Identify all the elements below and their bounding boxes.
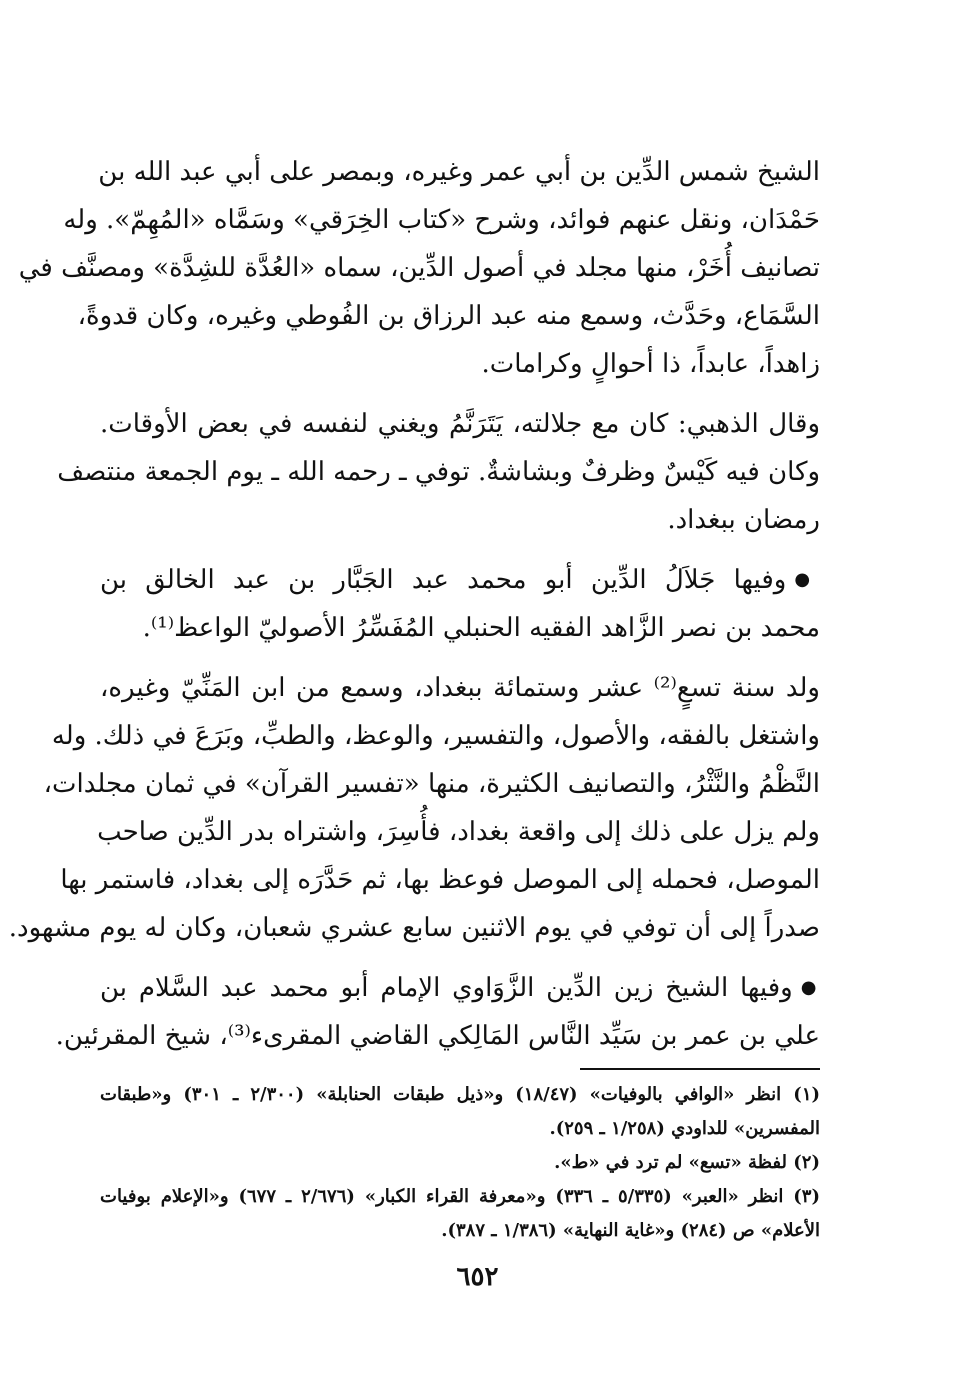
text-line: وفيها الشيخ زين الدِّين الزَّوَاوي الإمام أبو محمد عبد السَّلام بن: [100, 973, 793, 1003]
text-line-with-bullet: [100, 964, 820, 1012]
footnotes: [100, 1068, 820, 1248]
footnote-divider: [580, 1068, 820, 1070]
text-line: وكان فيه كَيْسٌ وظرفٌ وبشاشةٌ. توفي ـ رحمه الله ـ يوم الجمعة منتصف: [57, 457, 820, 487]
text-line: وفيها جَلاَلُ الدِّين أبو محمد عبد الجَبَّار بن عبد الخالق بن: [100, 565, 787, 595]
text-line: علي بن عمر بن سَيِّد النَّاس المَالِكي القاضي المقرىء⁽³⁾، شيخ المقرئين.: [55, 1021, 820, 1051]
text-line: الموصل، فحمله إلى الموصل فوعظ بها، ثم حَدَّرَه إلى بغداد، فاستمر بها: [60, 865, 820, 895]
paragraph-2: [57, 400, 820, 544]
footnote-line: (٢) لفظة «تسع» لم ترد في «ط».: [554, 1152, 820, 1173]
footnote-2: [100, 1146, 820, 1180]
paragraph-4: [8, 664, 820, 952]
bullet-icon: ●: [800, 977, 820, 998]
text-line: صدراً إلى أن توفي في يوم الاثنين سابع عشري شعبان، وكان له يوم مشهود.: [8, 913, 820, 943]
text-line: الشيخ شمس الدِّين بن أبي عمر وغيره، وبمصر على أبي عبد الله بن: [98, 157, 820, 187]
text-line: محمد بن نصر الزَّاهد الفقيه الحنبلي المُفَسِّرُ الأصوليّ الواعظ⁽¹⁾.: [142, 613, 820, 643]
text-line: وقال الذهبي: كان مع جلالته، يَتَرَنَّمُ ويغني لنفسه في بعض الأوقات.: [100, 409, 820, 439]
text-line: تصانيف أُخَرْ، منها مجلد في أصول الدِّين، سماه «العُدَّة للشِدَّة» ومصنَّف في: [18, 253, 820, 283]
footnote-line: (٣) انظر «العبر» (٥/٣٣٥ ـ ٣٣٦) و«معرفة القراء الكبار» (٢/٦٧٦ ـ ٦٧٧) و«الإعلام بوفيات: [100, 1186, 820, 1207]
text-line: رمضان ببغداد.: [667, 505, 820, 535]
text-line: ولد سنة تسعٍ⁽²⁾ عشر وستمائة ببغداد، وسمع من ابن المَنِّيّ وغيره،: [100, 673, 820, 703]
text-line: واشتغل بالفقه، والأصول، والتفسير، والوعظ، والطبِّ، وبَرَعَ في ذلك. وله: [51, 721, 820, 751]
footnote-3: [100, 1180, 820, 1248]
bullet-icon: ●: [794, 569, 820, 590]
text-line: ولم يزل على ذلك إلى واقعة بغداد، فأُسِرَ، واشتراه بدر الدِّين صاحب: [97, 817, 820, 847]
text-line-with-bullet: [100, 556, 820, 604]
main-text: [8, 148, 820, 1060]
paragraph-1: [18, 148, 820, 388]
text-line: السَّمَاع، وحَدَّث، وسمع منه عبد الرزاق بن الفُوطي وغيره، وكان قدوةً،: [77, 301, 820, 331]
text-line: زاهداً، عابداً، ذا أحوالٍ وكرامات.: [481, 349, 820, 379]
page-number: ٦٥٢: [456, 1262, 499, 1292]
text-line: النَّظْمُ والنَّثْرُ، والتصانيف الكثيرة، منها «تفسير القرآن» في ثمان مجلدات،: [43, 769, 820, 799]
paragraph-3: [100, 556, 820, 652]
footnote-line: (١) انظر «الوافي بالوفيات» (١٨/٤٧) و«ذيل طبقات الحنابلة» (٢/٣٠٠ ـ ٣٠١) و«طبقات: [100, 1084, 821, 1105]
paragraph-5: [55, 964, 820, 1060]
footnote-line: المفسرين» للداودي (١/٢٥٨ ـ ٢٥٩).: [549, 1118, 820, 1139]
footnote-1: [100, 1078, 820, 1146]
footnote-line: الأعلام» ص (٢٨٤) و«غاية النهاية» (١/٣٨٦ ـ ٣٨٧).: [441, 1220, 820, 1241]
text-line: حَمْدَان، ونقل عنهم فوائد، وشرح «كتاب الخِرَقي» وسَمَّاه «المُهِمّ». وله: [63, 205, 820, 235]
